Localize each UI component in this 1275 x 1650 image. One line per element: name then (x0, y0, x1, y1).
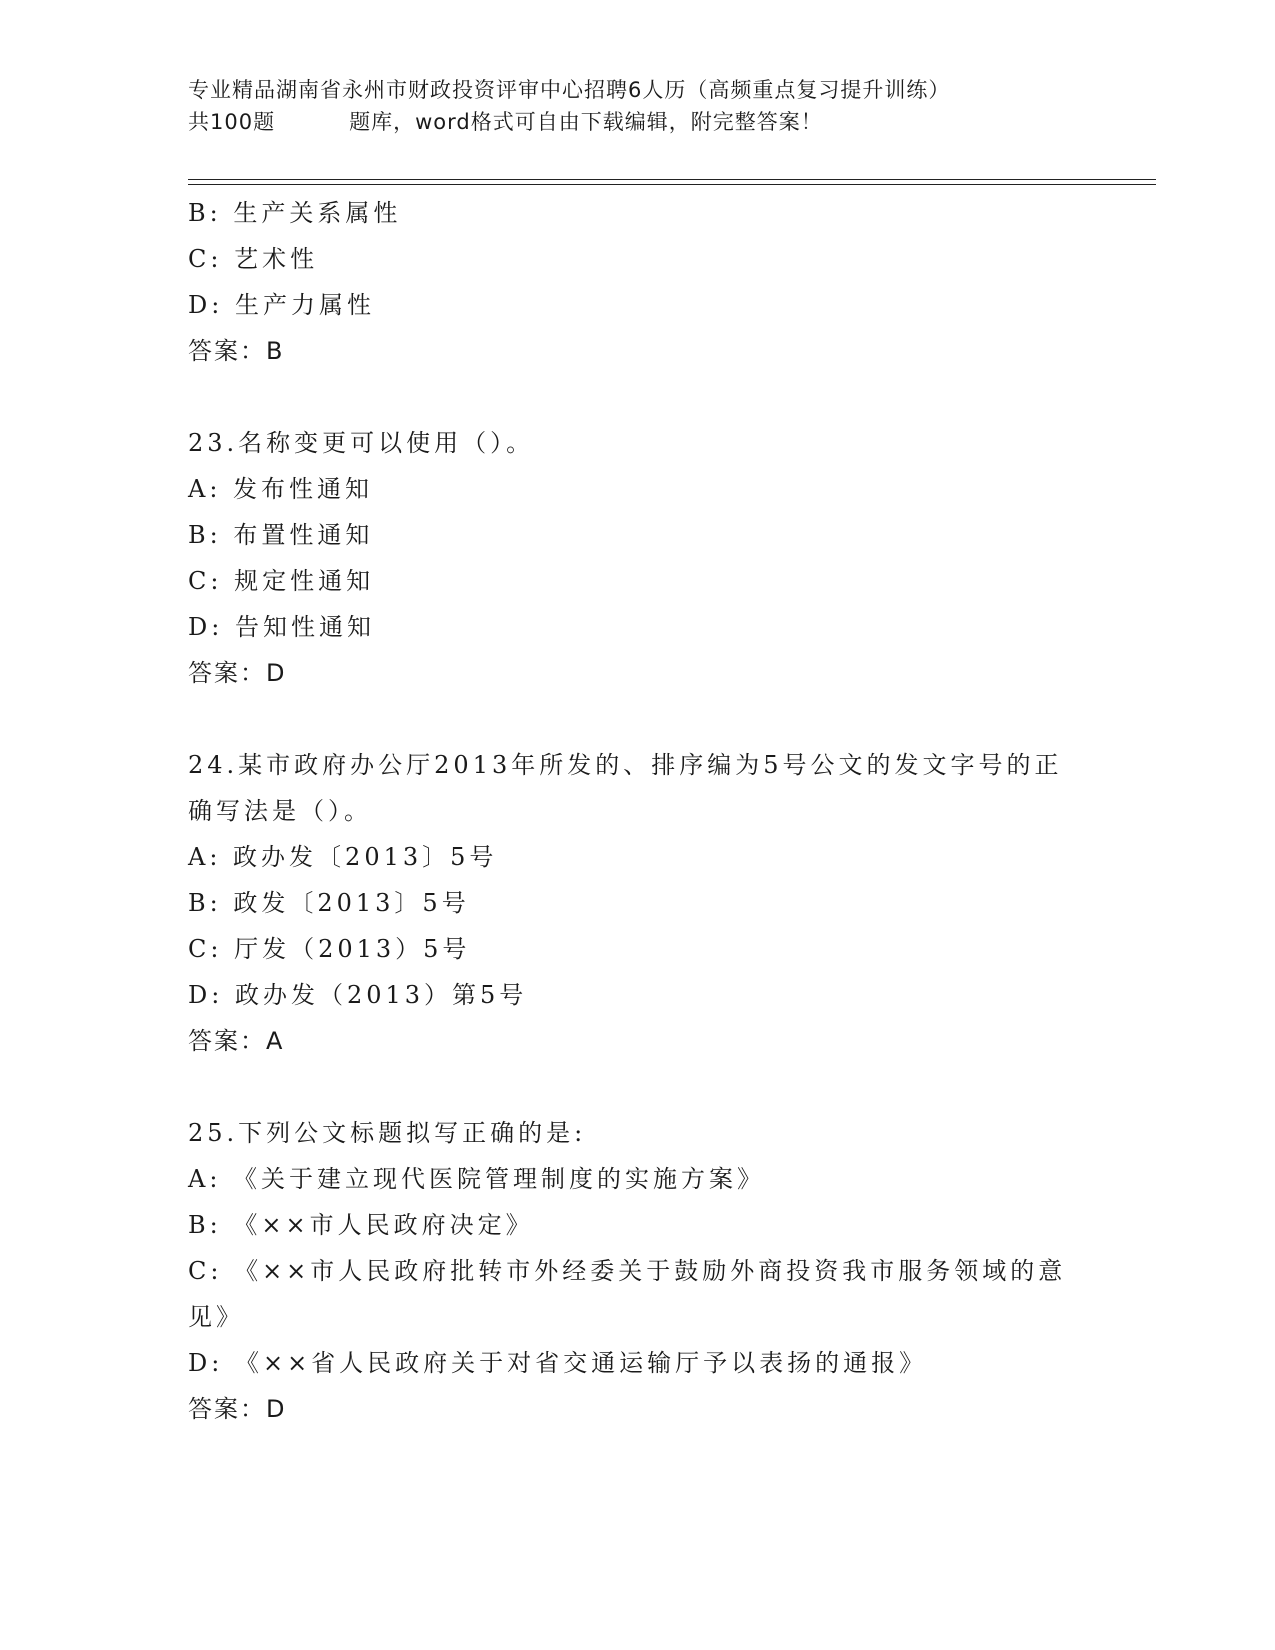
question-count: 共100题 (188, 110, 276, 134)
question-list (188, 190, 1088, 1432)
option-c: C: 规定性通知 (188, 567, 375, 595)
question-text: 23.名称变更可以使用（）。 (188, 429, 535, 457)
option-d: D: 政办发（2013）第5号 (188, 981, 528, 1009)
option-c: C: 厅发（2013）5号 (188, 935, 471, 963)
option-c: C: 艺术性 (188, 245, 319, 273)
question-gap (188, 374, 1088, 420)
option-a: A: 政办发〔2013〕5号 (188, 843, 498, 871)
option-c: C: 《××市人民政府批转市外经委关于鼓励外商投资我市服务领域的意见》 (188, 1257, 1067, 1331)
option-b: B: 布置性通知 (188, 521, 374, 549)
option-b: B: 《××市人民政府决定》 (188, 1211, 534, 1239)
question-25 (188, 1110, 1088, 1432)
header-divider-top (188, 179, 1156, 180)
question-24 (188, 742, 1088, 1064)
option-d: D: 《××省人民政府关于对省交通运输厅予以表扬的通报》 (188, 1349, 928, 1377)
option-b: B: 生产关系属性 (188, 199, 402, 227)
answer: 答案：A (188, 1027, 285, 1055)
option-a: A: 发布性通知 (188, 475, 374, 503)
header-subtitle (188, 106, 1148, 138)
question-gap (188, 1064, 1088, 1110)
answer: 答案：D (188, 1395, 287, 1423)
option-d: D: 告知性通知 (188, 613, 375, 641)
option-d: D: 生产力属性 (188, 291, 375, 319)
answer: 答案：D (188, 659, 287, 687)
header-divider-bottom (188, 184, 1156, 185)
question-23 (188, 420, 1088, 696)
header-note: 题库，word格式可自由下载编辑，附完整答案！ (349, 110, 823, 134)
answer: 答案：B (188, 337, 285, 365)
document-header (188, 74, 1148, 138)
question-text: 24.某市政府办公厅2013年所发的、排序编为5号公文的发文字号的正确写法是（）。 (188, 751, 1063, 825)
option-a: A: 《关于建立现代医院管理制度的实施方案》 (188, 1165, 766, 1193)
question-22-tail (188, 190, 1088, 374)
question-gap (188, 696, 1088, 742)
option-b: B: 政发〔2013〕5号 (188, 889, 470, 917)
header-title: 专业精品湖南省永州市财政投资评审中心招聘6人历（高频重点复习提升训练） (188, 78, 951, 102)
question-text: 25.下列公文标题拟写正确的是: (188, 1119, 587, 1147)
